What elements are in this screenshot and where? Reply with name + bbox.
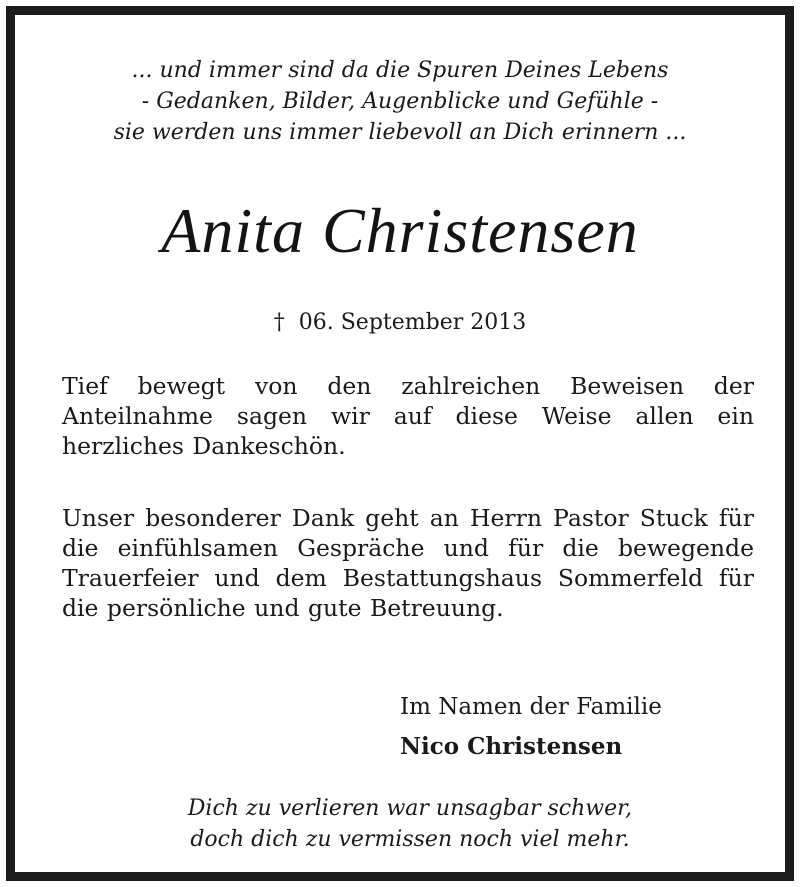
poem-line: - Gedanken, Bilder, Augenblicke und Gefühle - [141, 89, 659, 114]
closing-line: doch dich zu vermissen noch viel mehr. [190, 827, 630, 852]
closing-verse [15, 793, 785, 855]
signoff [400, 687, 662, 767]
closing-line: Dich zu verlieren war unsagbar schwer, [187, 796, 633, 821]
special-thanks-paragraph: Unser besonderer Dank geht an Herrn Pastor Stuck für die einfühlsamen Gespräche und für die bewegende Trauerfeier und dem Bestattungshaus Sommerfeld für die persönliche und gute Betreuung. [62, 504, 754, 622]
thanks-paragraph: Tief bewegt von den zahlreichen Beweisen der Anteilnahme sagen wir auf diese Weise allen ein herzliches Dankeschön. [62, 372, 754, 460]
opening-poem [15, 55, 785, 148]
poem-line: sie werden uns immer liebevoll an Dich erinnern ... [113, 120, 687, 145]
death-date-line [15, 307, 785, 339]
death-date: 06. September 2013 [298, 310, 527, 335]
on-behalf-label: Im Namen der Familie [400, 694, 662, 720]
cross-icon: † [273, 310, 285, 335]
deceased-name: Anita Christensen [161, 195, 639, 266]
obituary-frame [6, 6, 794, 881]
poem-line: ... und immer sind da die Spuren Deines Lebens [131, 58, 669, 83]
signer-name: Nico Christensen [400, 733, 623, 760]
